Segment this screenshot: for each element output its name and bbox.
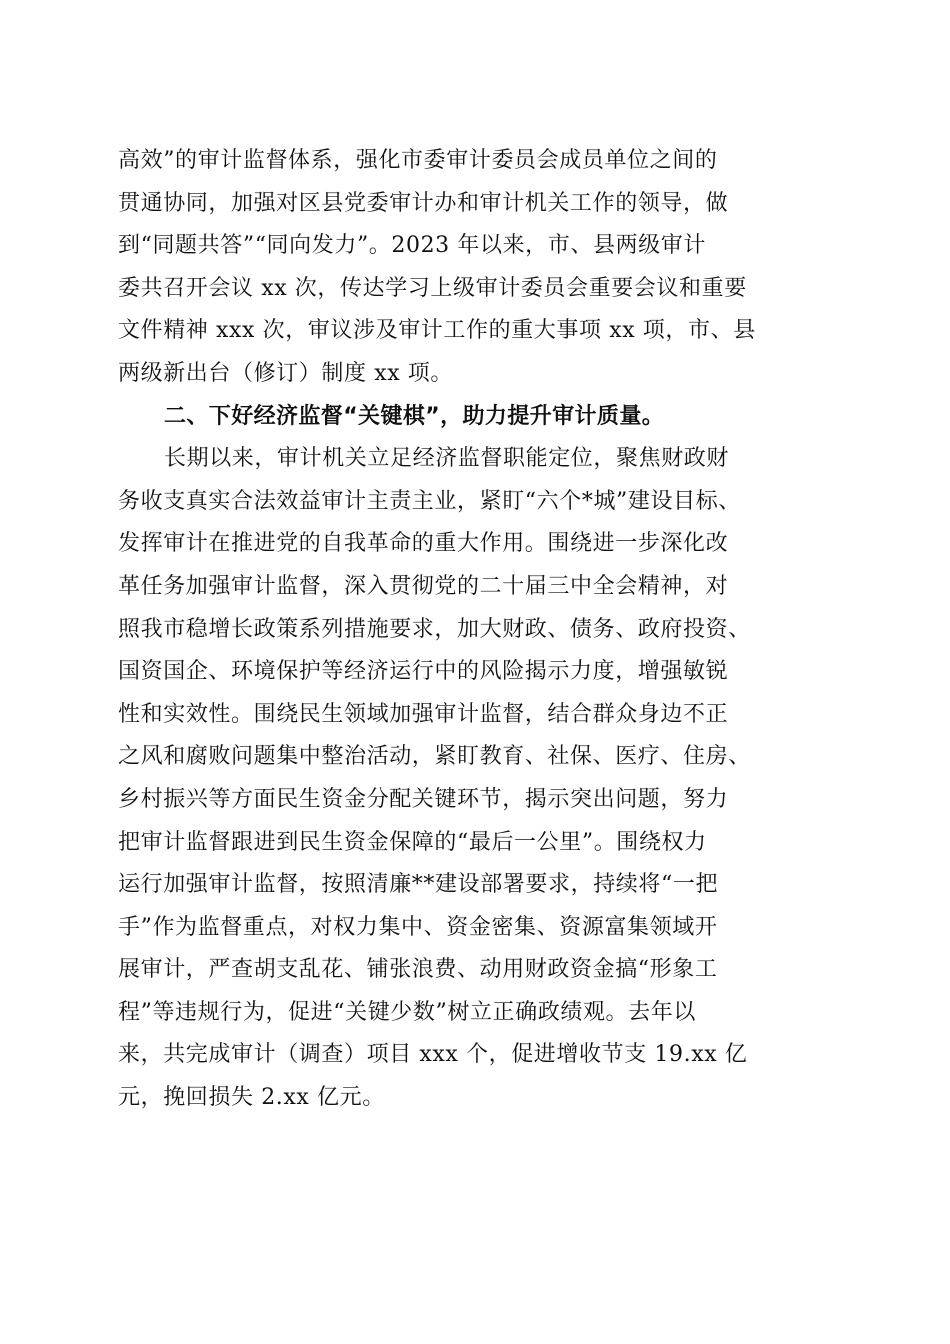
section-heading: 二、下好经济监督“关键棋”，助力提升审计质量。	[164, 403, 665, 429]
text-line: 到“同题共答”“同向发力”。2023 年以来，市、县两级审计	[118, 233, 706, 259]
text-line: 照我市稳增长政策系列措施要求，加大财政、债务、政府投资、	[118, 616, 751, 642]
text-line: 程”等违规行为，促进“关键少数”树立正确政绩观。去年以	[118, 999, 696, 1025]
text-line: 两级新出台（修订）制度 xx 项。	[118, 360, 454, 386]
text-line: 文件精神 xxx 次，审议涉及审计工作的重大事项 xx 项，市、县	[118, 318, 756, 344]
text-line: 务收支真实合法效益审计主责主业，紧盯“六个*城”建设目标、	[118, 488, 741, 514]
text-line: 运行加强审计监督，按照清廉**建设部署要求，持续将“一把	[118, 872, 719, 898]
text-line: 元，挽回损失 2.xx 亿元。	[118, 1085, 385, 1111]
text-line: 委共召开会议 xx 次，传达学习上级审计委员会重要会议和重要	[118, 275, 747, 301]
text-line: 乡村振兴等方面民生资金分配关键环节，揭示突出问题，努力	[118, 786, 729, 812]
text-line: 革任务加强审计监督，深入贯彻党的二十届三中全会精神，对	[118, 573, 729, 599]
paragraph-audit-system	[118, 140, 836, 396]
text-line: 发挥审计在推进党的自我革命的重大作用。围绕进一步深化改	[118, 531, 729, 557]
text-line: 把审计监督跟进到民生资金保障的“最后一公里”。围绕权力	[118, 829, 707, 855]
text-line: 国资国企、环境保护等经济运行中的风险揭示力度，增强敏锐	[118, 659, 729, 685]
document-body	[118, 140, 836, 1120]
text-line: 长期以来，审计机关立足经济监督职能定位，聚焦财政财	[164, 446, 730, 472]
text-line: 展审计，严查胡支乱花、铺张浪费、动用财政资金搞“形象工	[118, 957, 718, 983]
text-line: 性和实效性。围绕民生领域加强审计监督，结合群众身边不正	[118, 701, 729, 727]
text-line: 手”作为监督重点，对权力集中、资金密集、资源富集领域开	[118, 914, 718, 940]
text-line: 贯通协同，加强对区县党委审计办和审计机关工作的领导，做	[118, 190, 729, 216]
text-line: 之风和腐败问题集中整治活动，紧盯教育、社保、医疗、住房、	[118, 744, 751, 770]
paragraph-economic-supervision	[118, 438, 836, 1120]
text-line: 来，共完成审计（调查）项目 xxx 个，促进增收节支 19.xx 亿	[118, 1042, 748, 1068]
text-line: 高效”的审计监督体系，强化市委审计委员会成员单位之间的	[118, 148, 718, 173]
